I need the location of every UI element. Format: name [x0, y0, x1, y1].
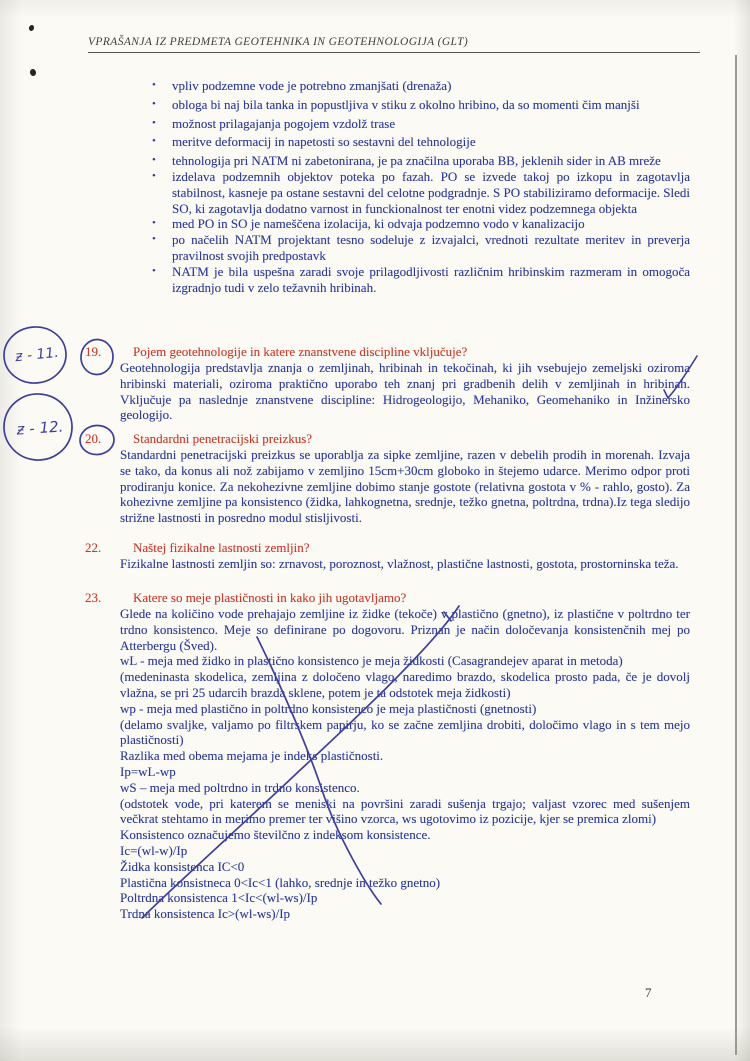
question-answer — [120, 606, 690, 922]
question-answer — [120, 447, 690, 526]
question-heading: Katere so meje plastičnosti in kako jih ugotavljamo? — [133, 590, 407, 605]
answer-paragraph: Ic=(wl-w)/Ip — [120, 842, 188, 858]
answer-paragraph: Razlika med obema mejama je indeks plastičnosti. — [120, 748, 384, 764]
question-number: 20. — [85, 431, 102, 446]
handwritten-margin-note: ƶ - 11. — [14, 344, 60, 366]
bullet-item — [152, 216, 690, 232]
answer-paragraph: wL - meja med židko in plastično konsistenco je meja židkosti (Casagrandejev aparat in metoda) — [120, 653, 623, 669]
bullet-icon: • — [152, 79, 156, 91]
bullet-item — [152, 97, 690, 113]
answer-paragraph: (medeninasta skodelica, zemljina z določeno vlago, naredimo brazdo, skodelica prosto pada, če je dovolj vlažna, se pri 25 udarcih brazda sklene, potem je ta odstotek meja židkosti) — [120, 669, 690, 700]
bullet-icon: • — [152, 116, 156, 129]
question-answer — [120, 556, 690, 572]
answer-paragraph: Fizikalne lastnosti zemljin so: zrnavost, poroznost, vlažnost, plastične lastnosti, gostota, prostorninska teža. — [120, 556, 679, 571]
answer-paragraph: Ip=wL-wp — [120, 763, 176, 779]
answer-paragraph: Plastična konsistneca 0<Ic<1 (lahko, srednje in težko gnetno) — [120, 874, 441, 890]
question-heading-row — [0, 431, 750, 447]
question-heading: Naštej fizikalne lastnosti zemljin? — [133, 540, 310, 555]
question-section-20 — [0, 431, 750, 526]
punch-hole-dot — [29, 68, 37, 76]
question-heading-row — [0, 590, 750, 606]
answer-paragraph: Geotehnologija predstavlja znanja o zemljinah, hribinah in tekočinah, ki jih vsebujejo zemeljski oziroma hribinski materiali, oziroma praktično uporabo teh znanj pri gradbenih delih v zemljinah in hribinah. Vključuje pa naslednje znanstvene discipline: Hidrogeologijo, Mehaniko, Geomehaniko in Inžinersko geologijo. — [120, 360, 690, 423]
answer-paragraph: Konsistenco označujemo številčno z indeksom konsistence. — [120, 827, 431, 843]
answer-paragraph: Glede na količino vode prehajajo zemljine iz židke (tekoče) v plastično (gnetno), iz plastične v poltrdno ter trdno konsistenco. Meje so definirane po dogovoru. Priznan je način določevanja konsistenčnih mej po Atterbergu (Šved). — [120, 606, 690, 653]
answer-paragraph: (delamo svaljke, valjamo po filtrskem papirju, ko se začne zemljina drobiti, določimo vlago in s tem mejo plastičnosti) — [120, 716, 690, 748]
question-section-22 — [0, 540, 750, 572]
answer-paragraph: Standardni penetracijski preizkus se uporablja za sipke zemljine, razen v debelih prodih in morenah. Izvaja se tako, da konus ali nož zabijamo v zemljino 15cm+30cm globoko in štejemo udarce. Merimo odpor proti prodiranju konice. Za nekohezivne zemljine dobimo stanje gostote (relativna gostota v % - rahlo, gosto). Za kohezivne zemljine pa konsistenco (židka, lahkognetna, srednje, težko gnetna, poltrdna, trdna).Iz tega sledijo strižne lastnosti in posredno modul stisljivosti. — [120, 447, 690, 526]
answer-paragraph: Trdna konsistenca Ic>(wl-ws)/Ip — [120, 906, 291, 922]
bullet-text: obloga bi naj bila tanka in popustljiva v stiku z okolno hribino, da so momenti čim manjši — [172, 96, 640, 112]
bullet-item — [152, 134, 690, 150]
question-heading: Pojem geotehnologije in katere znanstvene discipline vključuje? — [133, 344, 468, 359]
bullet-text: vpliv podzemne vode je potrebno zmanjšati (drenaža) — [172, 78, 452, 93]
bullet-item — [152, 264, 690, 296]
bullet-text: izdelava podzemnih objektov poteka po fazah. PO se izvede takoj po izkopu in zagotavlja stabilnost, kasneje pa ostane sestavni del celotne podgradnje. S PO stabiliziramo deformacije. Sledi SO, ki zagotavlja dodatno varnost in funckionalnost ter enotni videz podzemnega objekta — [172, 168, 690, 216]
bullet-icon: • — [152, 135, 156, 148]
bullet-icon: • — [152, 97, 156, 110]
handwritten-margin-note: ƶ - 12. — [16, 417, 64, 439]
bullet-text: po načelih NATM projektant tesno sodeluje z izvajalci, vrednoti rezultate meritev in preverja pravilnost svojih predpostavk — [172, 232, 690, 263]
answer-paragraph: wS – meja med poltrdno in trdno konsistenco. — [120, 779, 360, 795]
question-heading-row — [0, 540, 750, 556]
question-number: 23. — [85, 590, 102, 605]
bullet-icon: • — [152, 264, 156, 277]
question-number: 22. — [85, 540, 102, 555]
header-title: VPRAŠANJA IZ PREDMETA GEOTEHNIKA IN GEOTEHNOLOGIJA (GLT) — [88, 36, 469, 48]
punch-hole-dot — [28, 24, 35, 31]
bullet-item — [152, 232, 690, 264]
bullet-icon: • — [152, 169, 156, 182]
bullet-item — [152, 78, 690, 94]
question-heading: Standardni penetracijski preizkus? — [133, 431, 313, 446]
bullet-text: tehnologija pri NATM ni zabetonirana, je pa značilna uporaba BB, jeklenih sider in AB mreže — [172, 153, 661, 169]
question-section-19 — [0, 344, 750, 423]
bullet-text: med PO in SO je nameščena izolacija, ki odvaja podzemno vodo v kanalizacijo — [172, 216, 585, 232]
bullet-text: meritve deformacij in napetosti so sestavni del tehnologije — [172, 134, 476, 150]
answer-paragraph: (odstotek vode, pri katerem se meniski na površini zaradi sušenja trgajo; valjast vzorec med sušenjem večkrat stehtamo in merimo premer ter višino vzorca, ws ugotovimo iz pozicije, kjer se premica zlomi) — [120, 795, 690, 827]
question-section-23 — [0, 590, 750, 922]
bullet-text: možnost prilagajanja pogojem vzdolž trase — [172, 115, 396, 131]
question-heading-row — [0, 344, 750, 360]
question-number: 19. — [85, 344, 102, 359]
bullet-list — [152, 78, 690, 295]
answer-paragraph: Poltrdna konsistenca 1<Ic<(wl-ws)/Ip — [120, 890, 318, 906]
bullet-icon: • — [152, 217, 156, 230]
bullet-icon: • — [152, 233, 156, 246]
bullet-icon: • — [152, 154, 156, 167]
bullet-item — [152, 116, 690, 132]
bullet-item — [152, 153, 690, 169]
question-answer — [120, 360, 690, 423]
page-header — [88, 36, 700, 53]
answer-paragraph: Židka konsistenca IC<0 — [120, 858, 245, 874]
bullet-text: NATM je bila uspešna zaradi svoje prilagodljivosti različnim hribinskim razmeram in omogoča izgradnjo tudi v zelo težavnih hribinah. — [172, 263, 690, 295]
answer-paragraph: wp - meja med plastično in poltrdno konsistenco je meja plastičnosti (gnetnosti) — [120, 700, 537, 716]
page-number: 7 — [645, 985, 652, 1000]
bullet-item — [152, 169, 690, 216]
